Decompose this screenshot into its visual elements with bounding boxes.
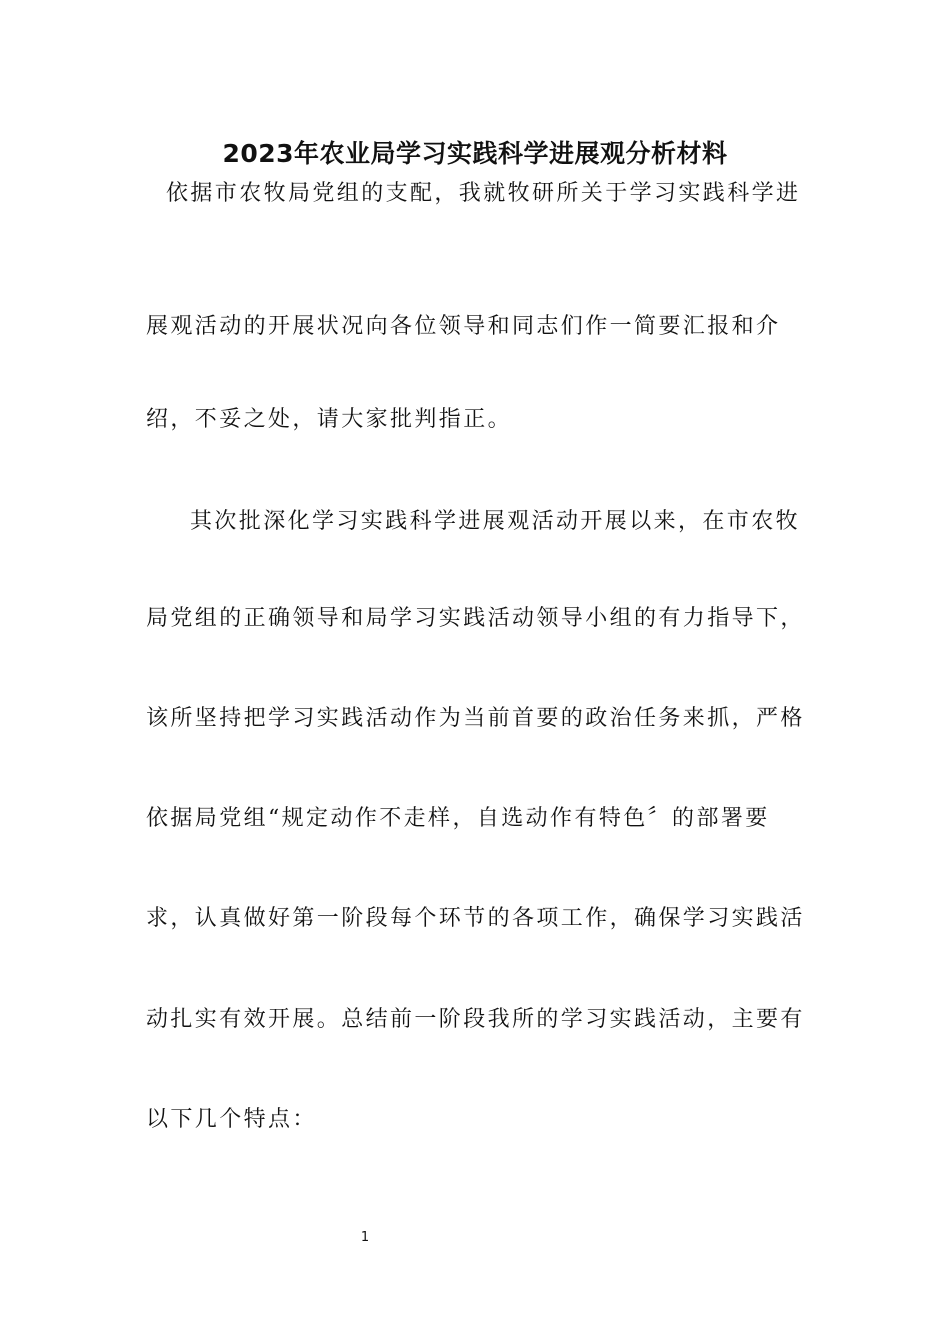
paragraph-2-line-7: 以下几个特点：	[146, 1107, 317, 1132]
paragraph-1-line-3: 绍，不妥之处，请大家批判指正。	[146, 407, 513, 432]
page-number: 1	[360, 1230, 370, 1245]
paragraph-2-line-3: 该所坚持把学习实践活动作为当前首要的政治任务来抓，严格	[146, 706, 805, 731]
paragraph-1-line-2: 展观活动的开展状况向各位领导和同志们作一简要汇报和介	[146, 314, 781, 339]
paragraph-2-line-5: 求，认真做好第一阶段每个环节的各项工作，确保学习实践活	[146, 906, 805, 931]
paragraph-2-line-6: 动扎实有效开展。总结前一阶段我所的学习实践活动，主要有	[146, 1007, 805, 1032]
paragraph-2-line-2: 局党组的正确领导和局学习实践活动领导小组的有力指导下，	[146, 606, 805, 631]
paragraph-2-line-4: 依据局党组“规定动作不走样，自选动作有特色〞的部署要	[146, 806, 770, 831]
paragraph-2-line-1: 其次批深化学习实践科学进展观活动开展以来，在市农牧	[190, 509, 801, 534]
document-title: 2023年农业局学习实践科学进展观分析材料	[222, 139, 728, 168]
paragraph-1-line-1: 依据市农牧局党组的支配，我就牧研所关于学习实践科学进	[166, 181, 801, 206]
